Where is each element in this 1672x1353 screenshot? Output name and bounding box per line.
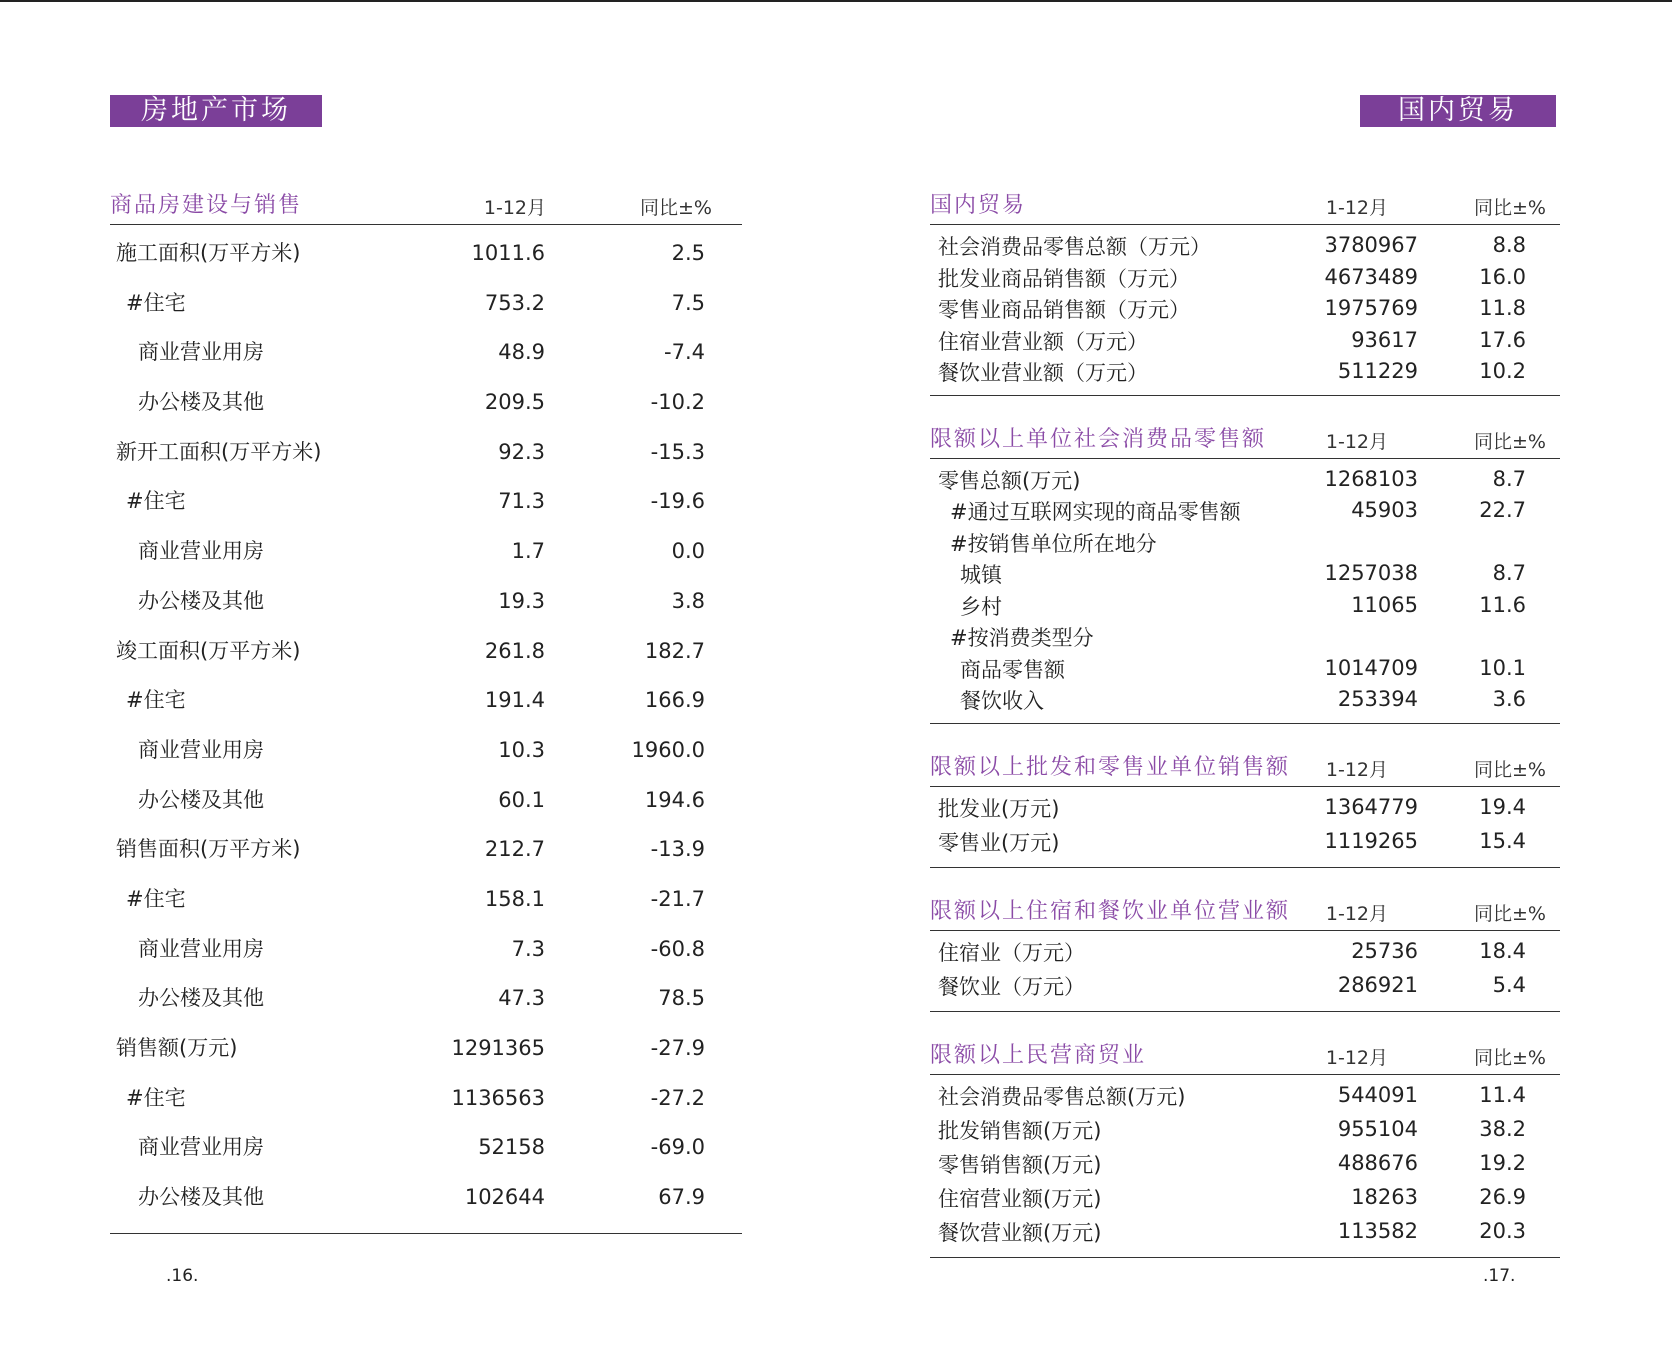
row-yoy: 11.4 [1479, 1082, 1526, 1107]
row-value: 19.3 [498, 588, 545, 613]
table-bottom-rule [110, 1233, 742, 1234]
row-value: 286921 [1337, 972, 1418, 997]
row-yoy: 16.0 [1479, 264, 1526, 289]
row-label: 餐饮业营业额（万元） [938, 361, 1148, 385]
table-body [930, 225, 1560, 396]
row-label: 零售销售额(万元) [938, 1152, 1102, 1177]
row-label: #住宅 [126, 489, 186, 514]
row-value: 488676 [1337, 1150, 1418, 1175]
table-row [110, 1074, 742, 1124]
row-label: 餐饮收入 [960, 689, 1044, 713]
section-header [930, 420, 1560, 459]
top-border-line [0, 0, 1672, 2]
row-yoy: 8.7 [1492, 561, 1526, 585]
row-label: 办公楼及其他 [138, 1185, 264, 1210]
row-yoy: 3.8 [671, 588, 705, 613]
section-title: 限额以上民营商贸业 [930, 1042, 1147, 1068]
row-label: 批发业商品销售额（万元） [938, 266, 1190, 291]
table-body [930, 459, 1560, 724]
row-label: 竣工面积(万平方米) [116, 638, 301, 663]
page-number-left: .16. [166, 1266, 199, 1286]
table-row [110, 477, 742, 527]
row-yoy: -60.8 [650, 936, 705, 961]
row-value: 25736 [1351, 938, 1418, 963]
page-number-right: .17. [1483, 1266, 1516, 1286]
table-row [110, 925, 742, 975]
table-row [930, 793, 1560, 827]
section-header [930, 1036, 1560, 1075]
table-row [930, 1081, 1560, 1115]
row-yoy: 22.7 [1479, 498, 1526, 522]
row-value: 1136563 [451, 1085, 545, 1110]
table-row [930, 654, 1560, 686]
row-label: #住宅 [126, 886, 186, 911]
row-value: 113582 [1337, 1218, 1418, 1243]
table-row [110, 229, 742, 279]
table-row [930, 294, 1560, 326]
left-page-banner: 房地产市场 [110, 95, 322, 127]
row-yoy: 8.7 [1492, 466, 1526, 491]
domestic-trade-tables [930, 186, 1560, 1282]
row-yoy: -21.7 [650, 886, 705, 911]
row-label: 批发业(万元) [938, 796, 1060, 821]
row-value: 1364779 [1324, 794, 1418, 819]
section-title: 限额以上批发和零售业单位销售额 [930, 754, 1291, 780]
row-label: #住宅 [126, 1085, 186, 1110]
row-label: #按消费类型分 [950, 626, 1094, 650]
column-header-yoy: 同比±% [1474, 902, 1546, 925]
row-value: 52158 [478, 1135, 545, 1160]
row-yoy: 19.4 [1479, 794, 1526, 819]
table-row [930, 496, 1560, 528]
row-yoy: 8.8 [1492, 233, 1526, 257]
section-header [110, 186, 742, 225]
row-label: 餐饮业（万元） [938, 974, 1085, 999]
row-value: 212.7 [484, 837, 545, 862]
row-yoy: 20.3 [1479, 1218, 1526, 1243]
row-yoy: 182.7 [644, 638, 705, 663]
column-header-period: 1-12月 [1325, 902, 1388, 925]
row-label: 商业营业用房 [138, 1135, 264, 1160]
table-row [110, 577, 742, 627]
row-label: 商业营业用房 [138, 340, 264, 365]
section-title: 商品房建设与销售 [110, 193, 303, 218]
row-value: 1.7 [511, 539, 545, 564]
row-value: 753.2 [484, 290, 545, 315]
row-label: 新开工面积(万平方米) [116, 439, 322, 464]
table-row [930, 528, 1560, 560]
row-yoy: 26.9 [1479, 1184, 1526, 1209]
row-yoy: -69.0 [650, 1135, 705, 1160]
table-row [930, 591, 1560, 623]
row-yoy: -15.3 [650, 439, 705, 464]
row-yoy: 0.0 [671, 539, 705, 564]
section-header [930, 892, 1560, 931]
table-row [930, 827, 1560, 861]
row-label: 零售总额(万元) [938, 468, 1081, 493]
table-row [110, 627, 742, 677]
row-value: 93617 [1351, 327, 1418, 352]
column-header-period: 1-12月 [483, 197, 546, 219]
row-value: 1011.6 [471, 241, 545, 265]
row-label: 施工面积(万平方米) [116, 241, 301, 265]
table-row [110, 328, 742, 378]
table-row [930, 1217, 1560, 1251]
row-label: 商业营业用房 [138, 936, 264, 961]
column-header-period: 1-12月 [1325, 1046, 1388, 1069]
row-yoy: 11.8 [1479, 296, 1526, 320]
row-value: 955104 [1337, 1116, 1418, 1141]
row-value: 7.3 [511, 936, 545, 961]
row-yoy: -19.6 [650, 489, 705, 514]
table-row [110, 974, 742, 1024]
section-header [930, 186, 1560, 225]
row-label: #住宅 [126, 688, 186, 713]
row-value: 60.1 [498, 787, 545, 812]
trade-section [930, 420, 1560, 724]
row-yoy: -27.2 [650, 1085, 705, 1110]
row-value: 47.3 [498, 986, 545, 1011]
trade-section [930, 892, 1560, 1012]
row-value: 48.9 [498, 340, 545, 365]
table-row [930, 971, 1560, 1005]
table-row [930, 326, 1560, 358]
row-label: 住宿业（万元） [938, 940, 1085, 965]
row-yoy: 1960.0 [631, 737, 705, 762]
column-header-yoy: 同比±% [1474, 1046, 1546, 1069]
row-value: 209.5 [484, 390, 545, 415]
column-header-yoy: 同比±% [640, 197, 712, 219]
table-row [110, 825, 742, 875]
table-row [110, 776, 742, 826]
row-value: 3780967 [1324, 233, 1418, 257]
row-label: 乡村 [960, 594, 1002, 619]
row-label: 销售额(万元) [116, 1036, 238, 1060]
table-row [930, 263, 1560, 295]
column-header-period: 1-12月 [1325, 430, 1388, 453]
row-label: 批发销售额(万元) [938, 1118, 1102, 1143]
row-value: 92.3 [498, 439, 545, 464]
row-label: #按销售单位所在地分 [950, 531, 1157, 556]
table-row [930, 1149, 1560, 1183]
table-row [110, 676, 742, 726]
row-value: 191.4 [484, 688, 545, 713]
row-value: 45903 [1351, 498, 1418, 522]
table-row [930, 357, 1560, 389]
table-row [930, 465, 1560, 497]
column-header-yoy: 同比±% [1474, 197, 1546, 219]
row-label: 商业营业用房 [138, 539, 264, 564]
row-yoy: -13.9 [650, 837, 705, 862]
row-value: 102644 [464, 1185, 545, 1210]
row-label: #住宅 [126, 290, 186, 315]
row-value: 4673489 [1324, 264, 1418, 289]
row-yoy: 19.2 [1479, 1150, 1526, 1175]
table-row [110, 1173, 742, 1223]
row-label: 住宿营业额(万元) [938, 1186, 1102, 1211]
row-label: 社会消费品零售总额(万元) [938, 1084, 1186, 1109]
row-yoy: -27.9 [650, 1036, 705, 1060]
trade-section [930, 748, 1560, 868]
row-label: #通过互联网实现的商品零售额 [950, 500, 1241, 524]
table-row [110, 378, 742, 428]
row-value: 1257038 [1324, 561, 1418, 585]
row-label: 住宿业营业额（万元） [938, 329, 1148, 354]
table-row [110, 1123, 742, 1173]
table-row [930, 1115, 1560, 1149]
row-yoy: 194.6 [644, 787, 705, 812]
row-yoy: 17.6 [1479, 327, 1526, 352]
table-row [110, 279, 742, 329]
row-value: 511229 [1337, 359, 1418, 383]
row-value: 158.1 [484, 886, 545, 911]
row-value: 11065 [1351, 592, 1418, 617]
table-row [110, 875, 742, 925]
row-value: 1291365 [451, 1036, 545, 1060]
column-header-period: 1-12月 [1325, 197, 1388, 219]
table-row [930, 559, 1560, 591]
table-row [110, 527, 742, 577]
real-estate-table [110, 186, 742, 1234]
row-label: 零售业(万元) [938, 830, 1060, 855]
row-yoy: -7.4 [664, 340, 705, 365]
row-value: 1119265 [1324, 828, 1418, 853]
row-yoy: 166.9 [644, 688, 705, 713]
row-yoy: 7.5 [671, 290, 705, 315]
table-body [110, 225, 742, 1223]
row-label: 办公楼及其他 [138, 588, 264, 613]
column-header-yoy: 同比±% [1474, 430, 1546, 453]
row-yoy: 5.4 [1492, 972, 1526, 997]
trade-section [930, 1036, 1560, 1258]
row-yoy: 15.4 [1479, 828, 1526, 853]
row-yoy: 11.6 [1479, 592, 1526, 617]
row-label: 城镇 [960, 563, 1002, 587]
row-yoy: 10.2 [1479, 359, 1526, 383]
column-header-yoy: 同比±% [1474, 758, 1546, 781]
row-value: 261.8 [484, 638, 545, 663]
section-title: 限额以上住宿和餐饮业单位营业额 [930, 898, 1291, 924]
row-value: 10.3 [498, 737, 545, 762]
section-header [930, 748, 1560, 787]
table-row [930, 622, 1560, 654]
column-header-period: 1-12月 [1325, 758, 1388, 781]
row-label: 社会消费品零售总额（万元） [938, 235, 1211, 259]
table-row [110, 428, 742, 478]
trade-section [930, 186, 1560, 396]
right-page-banner: 国内贸易 [1360, 95, 1556, 127]
row-yoy: -10.2 [650, 390, 705, 415]
row-label: 餐饮营业额(万元) [938, 1220, 1102, 1245]
row-label: 商品零售额 [960, 657, 1065, 682]
section-title: 国内贸易 [930, 193, 1027, 218]
row-value: 18263 [1351, 1184, 1418, 1209]
row-label: 办公楼及其他 [138, 986, 264, 1011]
row-yoy: 18.4 [1479, 938, 1526, 963]
row-yoy: 78.5 [658, 986, 705, 1011]
table-row [930, 685, 1560, 717]
table-row [110, 1024, 742, 1074]
row-yoy: 10.1 [1479, 655, 1526, 680]
row-label: 零售业商品销售额（万元） [938, 298, 1190, 322]
row-yoy: 3.6 [1492, 687, 1526, 711]
table-row [930, 1183, 1560, 1217]
row-value: 1268103 [1324, 466, 1418, 491]
table-body [930, 931, 1560, 1012]
row-yoy: 38.2 [1479, 1116, 1526, 1141]
row-value: 1014709 [1324, 655, 1418, 680]
row-label: 办公楼及其他 [138, 787, 264, 812]
row-value: 1975769 [1324, 296, 1418, 320]
row-yoy: 2.5 [671, 241, 705, 265]
section-title: 限额以上单位社会消费品零售额 [930, 426, 1267, 452]
row-label: 销售面积(万平方米) [116, 837, 301, 862]
row-yoy: 67.9 [658, 1185, 705, 1210]
row-value: 544091 [1337, 1082, 1418, 1107]
table-body [930, 787, 1560, 868]
row-label: 商业营业用房 [138, 737, 264, 762]
table-row [110, 726, 742, 776]
row-value: 253394 [1337, 687, 1418, 711]
table-body [930, 1075, 1560, 1258]
table-row [930, 937, 1560, 971]
row-value: 71.3 [498, 489, 545, 514]
table-row [930, 231, 1560, 263]
row-label: 办公楼及其他 [138, 390, 264, 415]
